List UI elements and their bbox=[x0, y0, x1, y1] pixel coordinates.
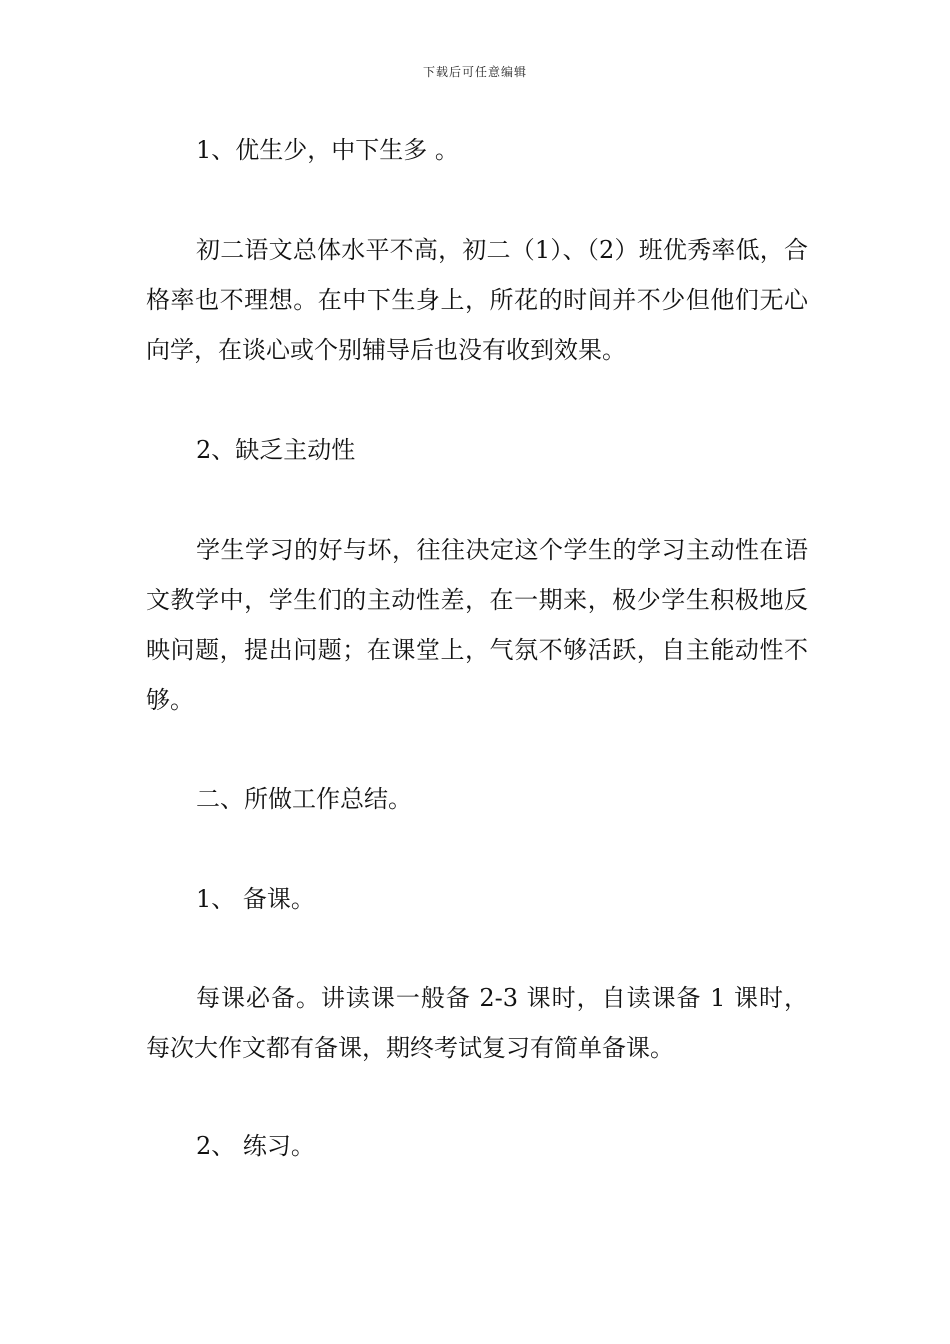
paragraph-point-1: 1、优生少，中下生多 。 bbox=[196, 136, 459, 164]
paragraph-initiative: 学生学习的好与坏，往往决定这个学生的学习主动性在语文教学中，学生们的主动性差，在一期来，极少学生积极地反映问题，提出问题；在课堂上，气氛不够活跃，自主能动性不够。 bbox=[146, 536, 808, 714]
paragraph-lesson-prep: 每课必备。讲读课一般备 2-3 课时，自读课备 1 课时，每次大作文都有备课，期终考试复习有简单备课。 bbox=[146, 984, 808, 1062]
paragraph-point-2: 2、缺乏主动性 bbox=[196, 436, 356, 464]
section-heading-work-summary: 二、所做工作总结。 bbox=[196, 785, 412, 813]
page-header: 下载后可任意编辑 bbox=[422, 65, 527, 79]
paragraph-overall-level: 初二语文总体水平不高，初二（1）、（2）班优秀率低，合格率也不理想。在中下生身上，所花的时间并不少但他们无心向学，在谈心或个别辅导后也没有收到效果。 bbox=[146, 236, 808, 364]
subheading-practice: 2、 练习。 bbox=[196, 1132, 315, 1160]
subheading-lesson-prep: 1、 备课。 bbox=[196, 885, 315, 913]
